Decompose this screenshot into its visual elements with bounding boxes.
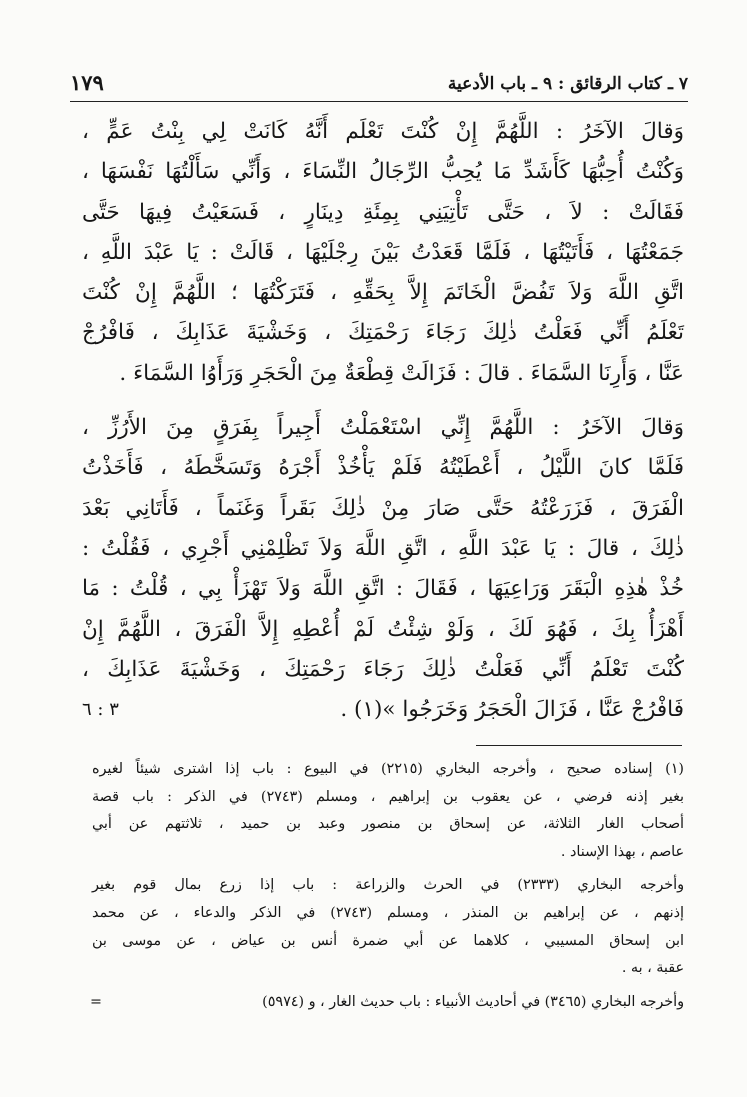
footnote-line: ابن إسحاق المسيبي ، كلاهما عن أبي ضمرة أنس بن عياض ، عن موسى بن	[92, 932, 684, 949]
footnote-line: بغير إذنه فرضي ، عن يعقوب بن إبراهيم ، ومسلم (٢٧٤٣) في الذكر : باب قصة	[92, 788, 684, 805]
paragraph-2	[82, 408, 684, 730]
text-line: أَهْزَأُ بِكَ ، فَهُوَ لَكَ ، وَلَوْ شِئْتُ لَمْ أُعْطِهِ إِلاَّ الْفَرَقَ ، اللَّهُمَّ إِنْ	[82, 616, 684, 642]
running-title: ٧ ـ كتاب الرقائق : ٩ ـ باب الأدعية	[447, 74, 688, 94]
footnote-3	[92, 989, 684, 1017]
footnote-line	[92, 989, 684, 1017]
continuation-mark: =	[90, 993, 102, 1010]
text-line: فَلَمَّا كانَ اللَّيْلُ ، أَعْطَيْتُهُ فَلَمْ يَأْخُذْ أَجْرَهُ وَتَسَخَّطَهُ ، فَأَخَذْتُ	[82, 455, 684, 481]
text-line: ذٰلِكَ ، قالَ : يَا عَبْدَ اللَّهِ ، اتَّقِ اللَّهَ وَلاَ تَظْلِمْنِي أَجْرِي ، فَقُلْتُ :	[82, 535, 684, 561]
final-line-text: فَافْرُجْ عَنَّا ، فَزَالَ الْحَجَرُ وَخَرَجُوا »(١) .	[340, 697, 684, 723]
text-line: كُنْتَ تَعْلَمُ أَنِّي فَعَلْتُ ذٰلِكَ رَجَاءَ رَحْمَتِكَ ، وَخَشْيَةَ عَذَابِكَ ،	[82, 656, 684, 682]
footnote-line: عقبة ، به .	[621, 960, 684, 977]
footnote-separator	[476, 745, 682, 746]
footnotes	[92, 756, 684, 1016]
text-line: عَنَّا ، وَأَرِنَا السَّمَاءَ . قالَ : فَزَالَتْ قِطْعَةٌ مِنَ الْحَجَرِ وَرَأَوُا السَّمَاءَ .	[119, 360, 684, 386]
hadith-reference: ٣ : ٦	[82, 699, 119, 721]
page-header	[70, 66, 688, 106]
text-line: وَقالَ الآخَرُ : اللَّهُمَّ إِنْ كُنْتَ تَعْلَم أَنَّهُ كَانَتْ لِي بِنْتُ عَمٍّ ،	[82, 119, 684, 144]
footnote-2	[92, 872, 684, 982]
text-line: جَمَعْتُهَا ، فَأَتَيْتُهَا ، فَلَمَّا قَعَدْتُ بَيْنَ رِجْلَيْهَا ، قَالَتْ : يَا عَبْدَ اللَّهِ ،	[82, 239, 684, 265]
page-number: ١٧٩	[70, 70, 104, 95]
footnote-1	[92, 756, 684, 866]
footnote-line: وأخرجه البخاري (٢٣٣٣) في الحرث والزراعة : باب إذا زرع بمال قوم بغير	[92, 877, 684, 894]
text-line: خُذْ هٰذِهِ الْبَقَرَ وَرَاعِيَهَا ، فَقَالَ : اتَّقِ اللَّهَ وَلاَ تَهْزَأْ بِي ، قُلْتُ : مَا	[82, 576, 684, 602]
text-line: وَكُنْتُ أُحِبُّهَا كَأَشَدِّ مَا يُحِبُّ الرِّجَالُ النِّسَاءَ ، وَأَنِّي سَأَلْتُهَا نَفْسَهَا ،	[82, 159, 684, 185]
paragraph-1	[82, 112, 684, 394]
text-line: اتَّقِ اللَّهَ وَلاَ تَفُضَّ الْخَاتَمَ إِلاَّ بِحَقِّهِ ، فَتَرَكْتُهَا ؛ اللَّهُمَّ إِنْ كُنْتَ	[82, 280, 684, 306]
footnote-line: أصحاب الغار الثلاثة، عن إسحاق بن منصور وعبد بن حميد ، ثلاثتهم عن أبي	[92, 816, 684, 833]
text-line: فَقَالَتْ : لاَ ، حَتَّى تَأْتِيَنِي بِمِئَةِ دِينَارٍ ، فَسَعَيْتُ فِيهَا حَتَّى	[82, 199, 684, 225]
header-rule	[70, 101, 688, 102]
footnote-line: عاصم ، بهذا الإسناد .	[560, 843, 684, 860]
footnote-line: (١) إسناده صحيح ، وأخرجه البخاري (٢٢١٥) في البيوع : باب إذا اشترى شيئاً لغيره	[92, 761, 684, 777]
text-line: تَعْلَمُ أَنِّي فَعَلْتُ ذٰلِكَ رَجَاءَ رَحْمَتِكَ ، وَخَشْيَةَ عَذَابِكَ ، فَافْرُجْ	[82, 320, 684, 346]
text-line: الْفَرَقَ ، فَزَرَعْتُهُ حَتَّى صَارَ مِنْ ذٰلِكَ بَقَراً وَغَنَماً ، فَأَتَانِي بَعْدَ	[82, 495, 684, 521]
text-line-final	[82, 690, 684, 730]
footnote-line: إذنهم ، عن إبراهيم بن المنذر ، ومسلم (٢٧٤٣) في الذكر والدعاء ، عن محمد	[92, 904, 684, 921]
text-line: وَقالَ الآخَرُ : اللَّهُمَّ إِنِّي اسْتَعْمَلْتُ أَجِيراً بِفَرَقٍ مِنَ الأَرُزِّ ،	[82, 415, 684, 441]
main-text	[82, 112, 684, 730]
footnote-3-text: وأخرجه البخاري (٣٤٦٥) في أحاديث الأنبياء : باب حديث الغار ، و (٥٩٧٤)	[262, 993, 684, 1010]
